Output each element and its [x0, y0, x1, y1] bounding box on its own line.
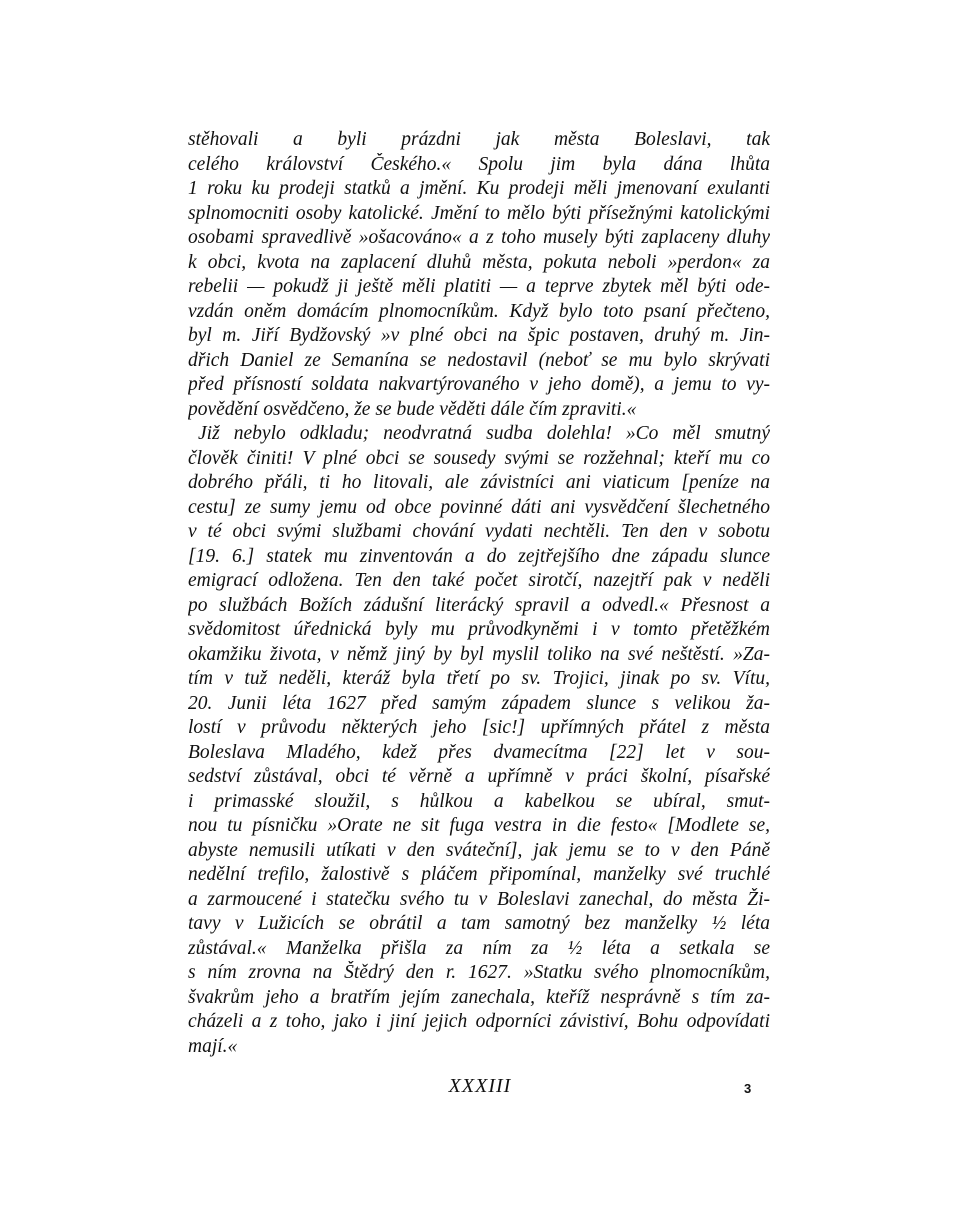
text-line: a zarmoucené i statečku svého tu v Boleslavi zanechal, do města Ži- [188, 888, 770, 910]
text-line: emigrací odložena. Ten den také počet sirotčí, nazejtří pak v neděli [188, 570, 770, 591]
text-line: 1 roku ku prodeji statků a jmění. Ku prodeji měli jmenovaní exulanti [188, 178, 770, 199]
text-line: okamžiku života, v němž jiný by byl myslil toliko na své neštěstí. »Za- [188, 643, 770, 665]
text-line: člověk činiti! V plné obci se sousedy svými se rozžehnal; kteří mu co [188, 447, 770, 469]
text-line: Boleslava Mladého, kdež přes dvamecítma [22] let v sou- [188, 741, 770, 763]
text-line: celého království Českého.« Spolu jim byla dána lhůta [188, 153, 770, 175]
text-line: dobrého přáli, ti ho litovali, ale závistníci ani viaticum [peníze na [188, 472, 770, 493]
text-line: před přísností soldata nakvartýrovaného v jeho domě), a jemu to vy- [188, 374, 770, 395]
text-line: nedělní trefilo, žalostivě s pláčem připomínal, manželky své truchlé [188, 864, 770, 885]
text-line: byl m. Jiří Bydžovský »v plné obci na špic postaven, druhý m. Jin- [188, 325, 770, 346]
text-line: dřich Daniel ze Semanína se nedostavil (neboť se mu bylo skrývati [188, 349, 770, 371]
text-line: po službách Božích zádušní literácký spravil a odvedl.« Přesnost a [188, 594, 770, 616]
text-line: s ním zrovna na Štědrý den r. 1627. »Statku svého plnomocníkům, [188, 962, 770, 983]
text-line: k obci, kvota na zaplacení dluhů města, pokuta neboli »perdon« za [188, 251, 770, 273]
text-line: stěhovali a byli prázdni jak města Boleslavi, tak [188, 129, 770, 150]
text-line: rebelii — pokudž ji ještě měli platiti — a teprve zbytek měl býti ode- [188, 276, 770, 297]
text-line: 20. Junii léta 1627 před samým západem slunce s velikou ža- [188, 692, 770, 714]
body-text [188, 128, 770, 1059]
text-line: tím v tuž neděli, kteráž byla třetí po sv. Trojici, jinak po sv. Vítu, [188, 668, 770, 689]
text-line: tavy v Lužicích se obrátil a tam samotný bez manželky ½ léta [188, 913, 770, 934]
text-line: svědomitost úřednická byly mu průvodkyněmi i v tomto přetěžkém [188, 619, 770, 640]
text-line: cházeli a z toho, jako i jiní jejich odporníci závistiví, Bohu odpovídati [188, 1011, 770, 1032]
text-line: splnomocniti osoby katolické. Jmění to mělo býti přísežnými katolickými [188, 202, 770, 224]
folio-roman-numeral: XXXIII [448, 1075, 512, 1097]
text-line: i primasské sloužil, s hůlkou a kabelkou se ubíral, smut- [188, 790, 770, 812]
text-line: abyste nemusili utíkati v den sváteční], jak jemu se to v den Páně [188, 839, 770, 861]
text-line: v té obci svými službami chování vydati nechtěli. Ten den v sobotu [188, 521, 770, 542]
text-line: mají.« [188, 1035, 238, 1057]
text-line: povědění osvědčeno, že se bude věděti dále čím zpraviti.« [188, 398, 637, 420]
text-line: lostí v průvodu některých jeho [sic!] upřímných přátel z města [188, 717, 770, 738]
text-line: osobami spravedlivě »ošacováno« a z toho musely býti zaplaceny dluhy [188, 227, 770, 248]
text-line: Již nebylo odkladu; neodvratná sudba dolehla! »Co měl smutný [198, 423, 770, 444]
text-line: vzdán oněm domácím plnomocníkům. Když bylo toto psaní přečteno, [188, 300, 770, 322]
text-line: zůstával.« Manželka přišla za ním za ½ léta a setkala se [188, 937, 770, 959]
page-number: 3 [744, 1081, 752, 1096]
text-line: nou tu písničku »Orate ne sit fuga vestra in die festo« [Modlete se, [188, 815, 770, 836]
text-line: [19. 6.] statek mu zinventován a do zejtřejšího dne západu slunce [188, 545, 770, 567]
text-line: sedství zůstával, obci té věrně a upřímně v práci školní, písařské [188, 766, 770, 787]
text-line: švakrům jeho a bratřím jejím zanechala, kteříž nesprávně s tím za- [188, 986, 770, 1008]
text-line: cestu] ze sumy jemu od obce povinné dáti ani vysvědčení šlechetného [188, 496, 770, 518]
